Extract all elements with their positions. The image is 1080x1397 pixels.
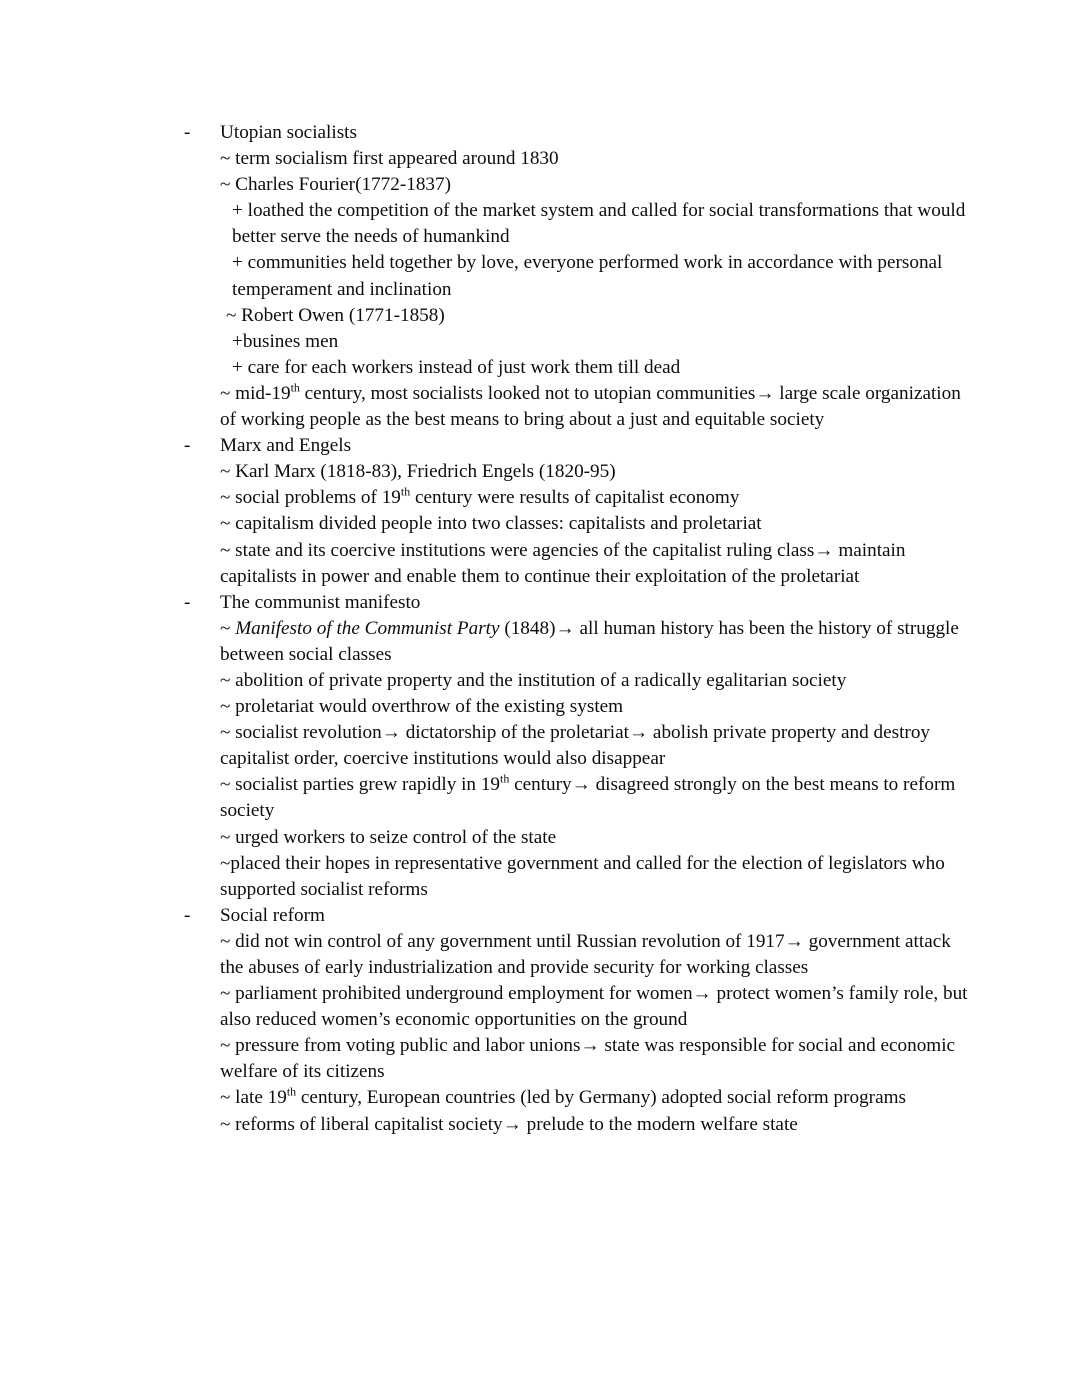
outline-heading: The communist manifesto	[220, 591, 421, 613]
outline-subitem: ~ Manifesto of the Communist Party (1848)→ all human history has been the history of struggle between social classes	[220, 617, 959, 665]
outline-subitem: ~ socialist parties grew rapidly in 19th century→ disagreed strongly on the best means to reform society	[220, 771, 956, 822]
outline-subitem: + communities held together by love, everyone performed work in accordance with personal temperament and inclination	[232, 252, 943, 300]
outline-subitem: ~ state and its coercive institutions were agencies of the capitalist ruling class→ maintain capitalists in power and enable them to continue their exploitation of the proletariat	[220, 539, 906, 587]
outline-subitem: + loathed the competition of the market system and called for social transformations that would better serve the needs of humankind	[232, 200, 966, 248]
bullet-dash-marker: -	[184, 435, 191, 457]
outline-subitem: +busines men	[232, 330, 339, 352]
outline-subitem: ~ proletariat would overthrow of the existing system	[220, 696, 624, 718]
outline-subitem: ~placed their hopes in representative government and called for the election of legislators who supported socialist reforms	[220, 852, 945, 900]
outline-subitem: ~ socialist revolution→ dictatorship of the proletariat→ abolish private property and destroy capitalist order, coercive institutions would also disappear	[220, 722, 931, 770]
outline-subitem: ~ capitalism divided people into two classes: capitalists and proletariat	[220, 513, 762, 535]
outline-subitem: ~ urged workers to seize control of the state	[220, 826, 557, 848]
bullet-dash-marker: -	[184, 904, 191, 926]
outline-subitem: ~ abolition of private property and the institution of a radically egalitarian society	[220, 669, 847, 691]
outline-subitem: ~ mid-19th century, most socialists looked not to utopian communities→ large scale organization of working people as the best means to bring about a just and equitable society	[220, 380, 961, 431]
outline-subitem: ~ social problems of 19th century were results of capitalist economy	[220, 484, 740, 509]
outline-bullet	[178, 120, 968, 146]
bullet-dash-marker: -	[184, 591, 191, 613]
outline-subitem: ~ term socialism first appeared around 1830	[220, 148, 559, 170]
outline-section	[178, 433, 968, 590]
outline-heading: Utopian socialists	[220, 122, 357, 143]
outline-section	[178, 120, 968, 433]
outline-subitem: ~ did not win control of any government until Russian revolution of 1917→ government attack the abuses of early industrialization and provide security for working classes	[220, 930, 951, 978]
outline-subitem: + care for each workers instead of just work them till dead	[232, 356, 681, 378]
outline-heading: Marx and Engels	[220, 435, 352, 457]
outline-subitem: ~ parliament prohibited underground employment for women→ protect women’s family role, but also reduced women’s economic opportunities on the ground	[220, 983, 968, 1031]
outline-heading: Social reform	[220, 904, 325, 926]
notes-body	[178, 120, 968, 1138]
outline-subitem: ~ reforms of liberal capitalist society→ prelude to the modern welfare state	[220, 1113, 798, 1135]
bullet-dash-marker: -	[184, 122, 191, 143]
outline-subitem: ~ late 19th century, European countries (led by Germany) adopted social reform programs	[220, 1085, 906, 1109]
outline-subitem: ~ Charles Fourier(1772-1837)	[220, 174, 451, 196]
outline-subitem: ~ Robert Owen (1771-1858)	[226, 304, 445, 326]
outline-bullet	[178, 903, 968, 929]
outline-subitem: ~ pressure from voting public and labor unions→ state was responsible for social and economic welfare of its citizens	[220, 1035, 956, 1083]
outline-subitem: ~ Karl Marx (1818-83), Friedrich Engels (1820-95)	[220, 461, 616, 483]
outline-section	[178, 903, 968, 1138]
outline-bullet	[178, 433, 968, 459]
outline-bullet	[178, 590, 968, 616]
outline-section	[178, 590, 968, 903]
